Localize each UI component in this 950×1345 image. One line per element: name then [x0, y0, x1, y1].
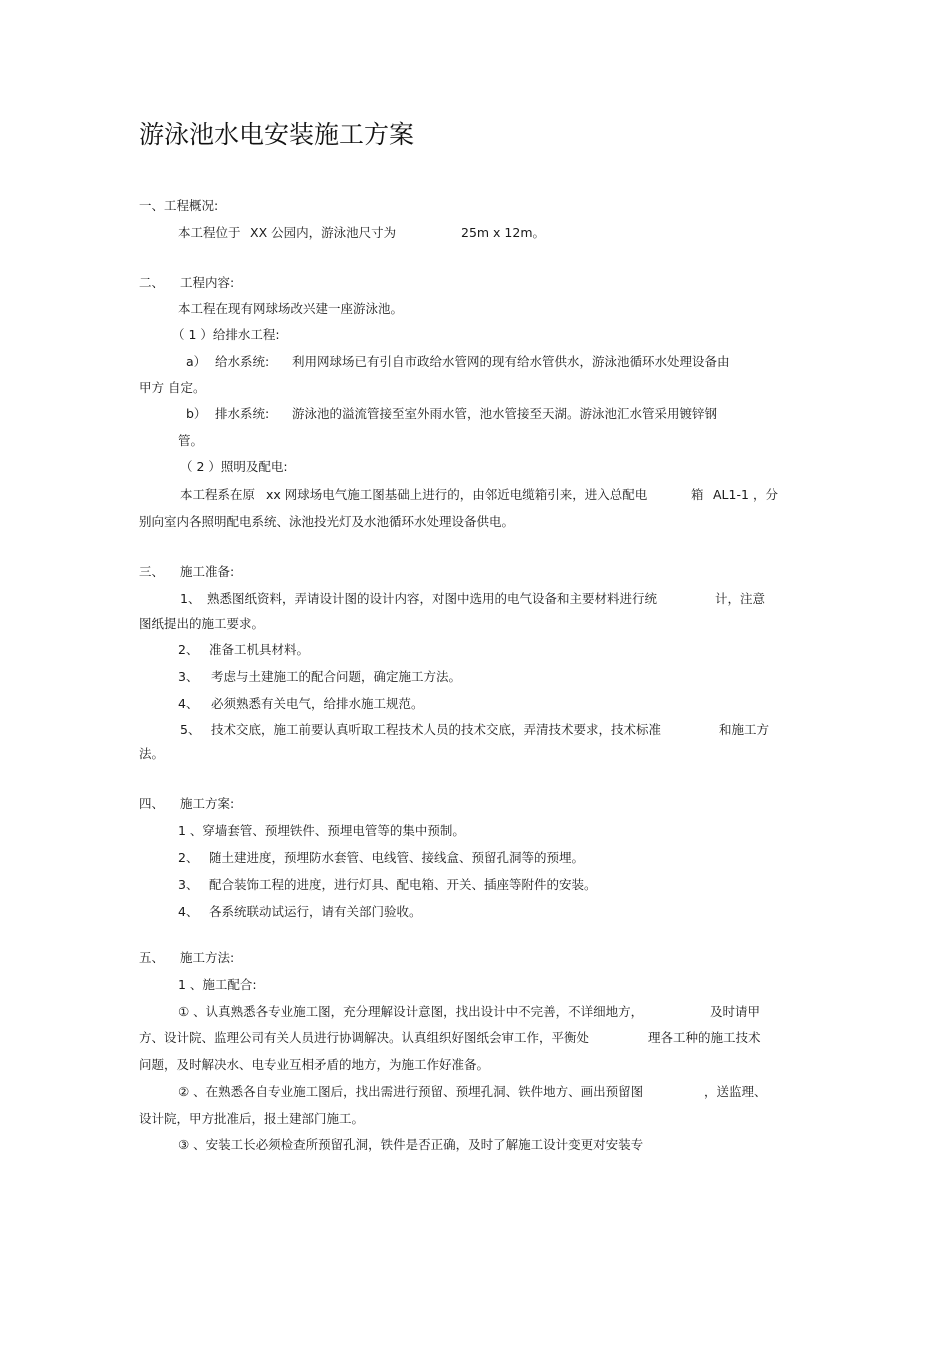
section-2-heading: 工程内容:: [180, 275, 235, 290]
s2-p2-b: xx 网球场电气施工图基础上进行的，由邻近电缆箱引来，进入总配电: [266, 487, 648, 502]
s3-item-3-num: 3、: [178, 669, 199, 684]
s3-item-5-text: 技术交底，施工前要认真听取工程技术人员的技术交底，弄清技术要求，技术标准: [211, 722, 662, 737]
s3-item-5-cont: 法。: [139, 746, 165, 761]
s2-b-cont: 管。: [178, 433, 204, 448]
s2-intro: 本工程在现有网球场改兴建一座游泳池。: [178, 301, 404, 316]
s3-item-4-num: 4、: [178, 696, 199, 711]
section-1-heading: 一、工程概况:: [139, 198, 219, 213]
s5-c1-line3: 问题，及时解决水、电专业互相矛盾的地方，为施工作好准备。: [139, 1057, 490, 1072]
s2-p2-a: 本工程系在原: [180, 487, 256, 502]
s3-item-3-text: 考虑与土建施工的配合问题，确定施工方法。: [211, 669, 462, 684]
s5-sub1: 1 、施工配合:: [178, 977, 257, 992]
section-3-number: 三、: [139, 564, 165, 579]
s3-item-2-num: 2、: [178, 642, 199, 657]
s2-sub1: （ 1 ）给排水工程:: [172, 327, 280, 342]
s5-c1-line2-b: 理各工种的施工技术: [648, 1030, 761, 1045]
s2-b-text: 游泳池的溢流管接至室外雨水管，池水管接至天湖。游泳池汇水管采用镀锌钢: [292, 406, 718, 421]
s4-item-1: 1 、穿墙套管、预埋铁件、预埋电管等的集中预制。: [178, 823, 465, 838]
s1-text-b: XX 公园内，游泳池尺寸为: [250, 225, 397, 240]
s3-item-2-text: 准备工机具材料。: [209, 642, 310, 657]
s5-c3-text: ③ 、安装工长必须检查所预留孔洞，铁件是否正确，及时了解施工设计变更对安装专: [178, 1137, 644, 1152]
s2-p2-e: ，分: [753, 487, 779, 502]
s5-c2-line2: 设计院，甲方批准后，报土建部门施工。: [139, 1111, 365, 1126]
s5-c1-text: ① 、认真熟悉各专业施工图，充分理解设计意图，找出设计中不完善，不详细地方，: [178, 1004, 644, 1019]
s2-p2-d: AL1-1: [713, 487, 749, 502]
s4-item-3-text: 配合装饰工程的进度，进行灯具、配电箱、开关、插座等附件的安装。: [209, 877, 597, 892]
s2-a-text: 利用网球场已有引自市政给水管网的现有给水管供水，游泳池循环水处理设备由: [292, 354, 730, 369]
section-5-heading: 施工方法:: [180, 950, 235, 965]
s4-item-3-num: 3、: [178, 877, 199, 892]
s2-a-cont: 甲方 自定。: [139, 380, 206, 395]
s4-item-4-num: 4、: [178, 904, 199, 919]
section-5-number: 五、: [139, 950, 165, 965]
section-3-heading: 施工准备:: [180, 564, 235, 579]
s5-c2-text: ② 、在熟悉各自专业施工图后，找出需进行预留、预埋孔洞、铁件地方、画出预留图: [178, 1084, 644, 1099]
section-2-number: 二、: [139, 275, 165, 290]
s4-item-4-text: 各系统联动试运行，请有关部门验收。: [209, 904, 422, 919]
s2-b-name: 排水系统:: [215, 406, 270, 421]
s3-item-1-text: 熟悉图纸资料，弄请设计图的设计内容，对图中选用的电气设备和主要材料进行统: [207, 591, 658, 606]
s3-item-5-num: 5、: [180, 722, 201, 737]
s4-item-2-text: 随土建进度，预埋防水套管、电线管、接线盒、预留孔洞等的预埋。: [209, 850, 585, 865]
s2-p2-c: 箱: [691, 487, 704, 502]
section-4-number: 四、: [139, 796, 165, 811]
s2-b-label: b）: [186, 406, 207, 421]
s1-text-c: 25m x 12m。: [461, 225, 546, 240]
s3-item-1-text-b: 计，注意: [715, 591, 766, 606]
s3-item-1-cont: 图纸提出的施工要求。: [139, 616, 265, 631]
s3-item-4-text: 必须熟悉有关电气，给排水施工规范。: [211, 696, 424, 711]
page-title: 游泳池水电安装施工方案: [139, 120, 415, 149]
s2-a-name: 给水系统:: [215, 354, 270, 369]
s4-item-2-num: 2、: [178, 850, 199, 865]
section-4-heading: 施工方案:: [180, 796, 235, 811]
s5-c1-line2: 方、设计院、监理公司有关人员进行协调解决。认真组织好图纸会审工作，平衡处: [139, 1030, 590, 1045]
s5-c2-text-b: ，送监理、: [704, 1084, 767, 1099]
s2-a-label: a）: [186, 354, 207, 369]
s3-item-1-num: 1、: [180, 591, 201, 606]
s2-sub2: （ 2 ）照明及配电:: [180, 459, 288, 474]
s2-p2-cont: 别向室内各照明配电系统、泳池投光灯及水池循环水处理设备供电。: [139, 514, 515, 529]
s3-item-5-text-b: 和施工方: [719, 722, 770, 737]
s1-text-a: 本工程位于: [178, 225, 241, 240]
s5-c1-text-b: 及时请甲: [710, 1004, 761, 1019]
